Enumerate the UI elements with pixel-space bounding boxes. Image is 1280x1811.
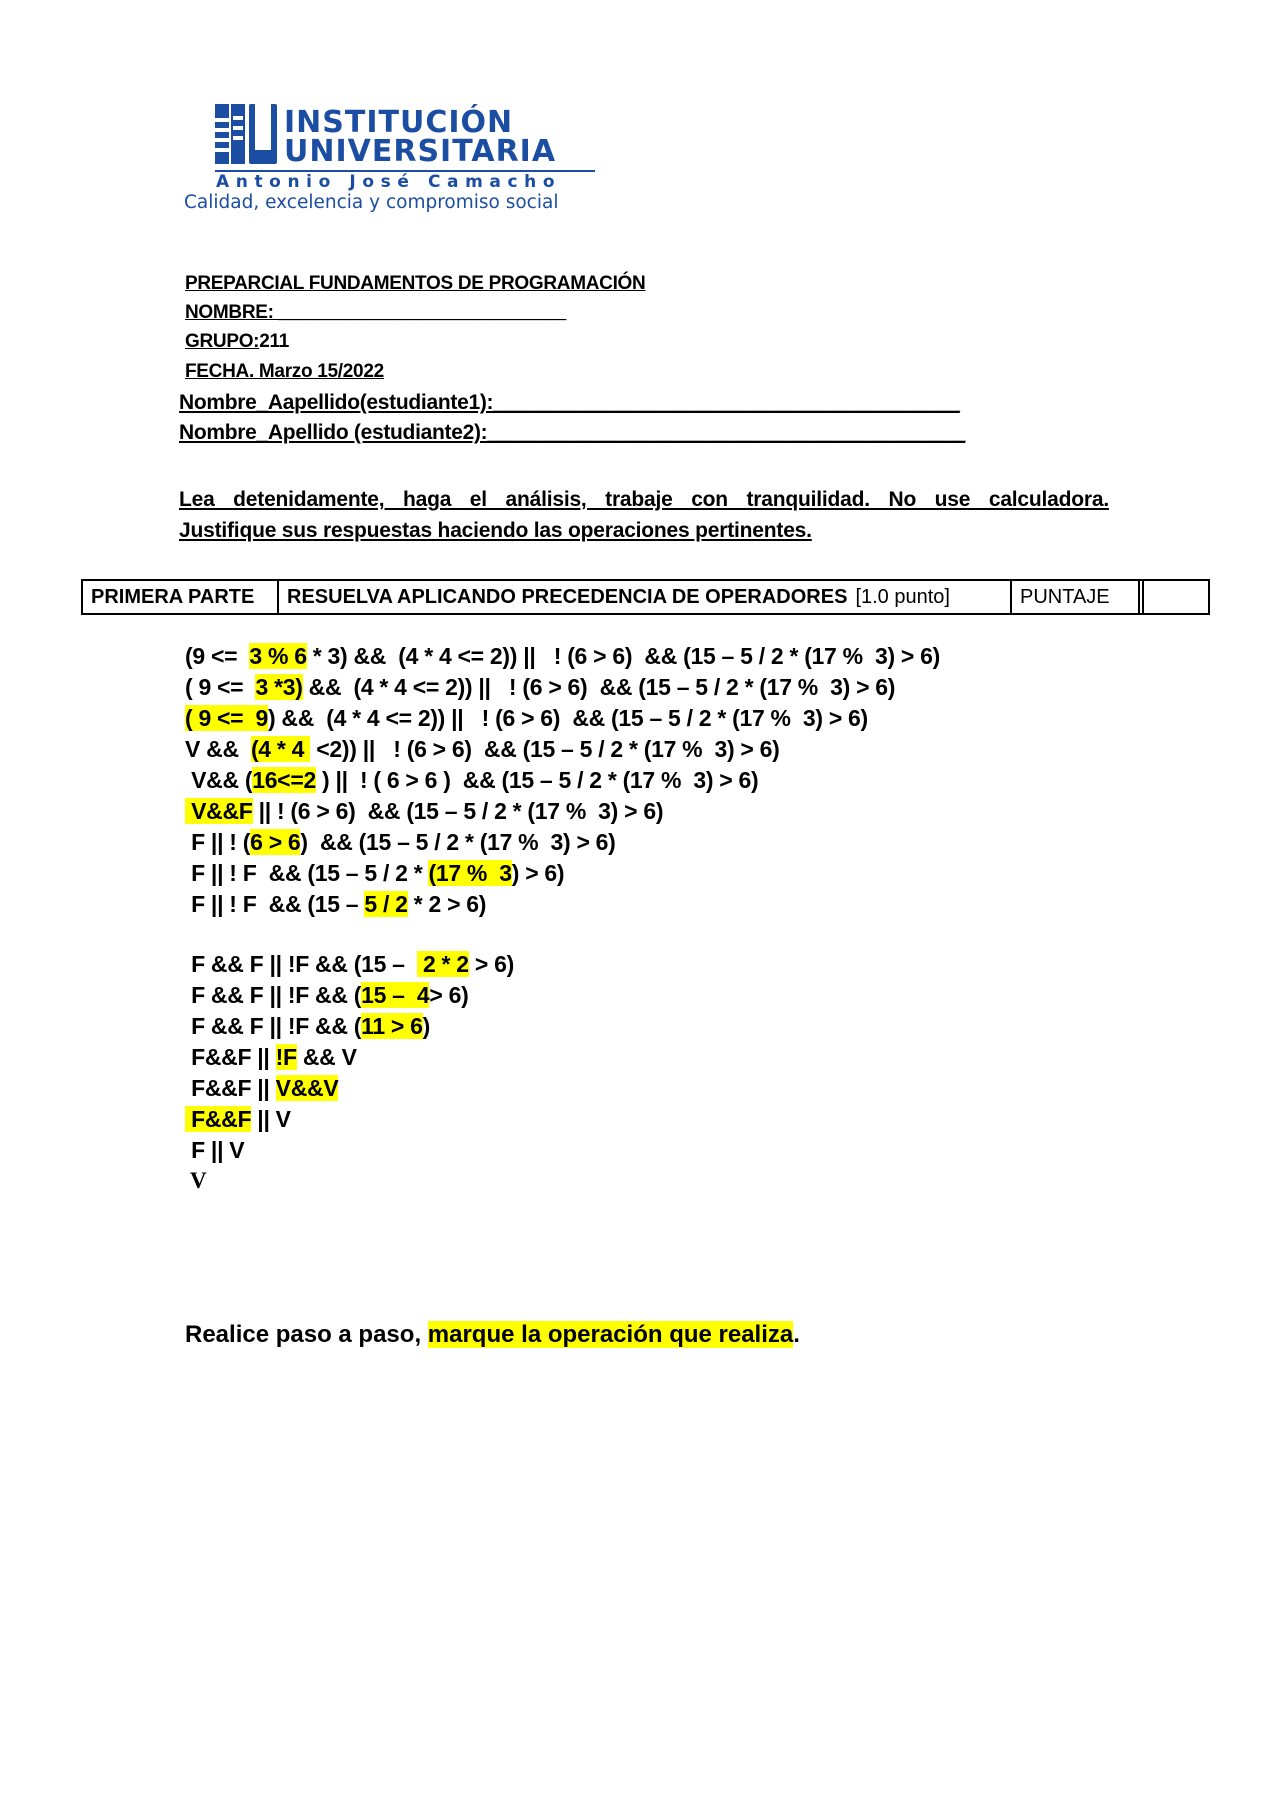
step-text: F || ! (: [185, 829, 251, 855]
highlighted-operation: 15 – 4: [361, 982, 430, 1008]
step-text: > 6): [468, 951, 514, 977]
highlighted-operation: 11 > 6: [361, 1013, 423, 1039]
step-text: V&& (: [185, 767, 253, 793]
solution-step: [185, 1135, 244, 1165]
logo-name-line3: Antonio José Camacho: [216, 172, 562, 192]
solution-step: [185, 949, 514, 979]
highlighted-operation: V&&F: [185, 798, 253, 824]
part-task-text: RESUELVA APLICANDO PRECEDENCIA DE OPERADORES: [287, 585, 848, 608]
step-text: F && F || !F && (: [185, 982, 362, 1008]
score-box[interactable]: [1142, 581, 1208, 613]
highlighted-operation: 2 * 2: [416, 951, 469, 977]
instructions-line2: Justifique sus respuestas haciendo las operaciones pertinentes.: [179, 519, 812, 542]
group-field: [185, 331, 289, 353]
step-text: && (4 * 4 <= 2)) || ! (6 > 6) && (15 – 5 / 2 * (17 % 3) > 6): [302, 674, 896, 700]
solution-step: [185, 827, 616, 857]
step-text: V &&: [185, 736, 251, 762]
highlighted-operation: 5 / 2: [364, 891, 408, 917]
instructions: [179, 484, 1109, 546]
step-text: ) || ! ( 6 > 6 ) && (15 – 5 / 2 * (17 % 3) > 6): [315, 767, 759, 793]
step-text: F || ! F && (15 – 5 / 2 *: [185, 860, 429, 886]
exam-title: PREPARCIAL FUNDAMENTOS DE PROGRAMACIÓN: [185, 273, 646, 294]
highlighted-operation: !F: [275, 1044, 297, 1070]
step-text: * 2 > 6): [407, 891, 487, 917]
step-text: ( 9 <=: [185, 674, 256, 700]
solution-step: [185, 1166, 206, 1196]
date-field: FECHA. Marzo 15/2022: [185, 361, 384, 382]
step-text: F && F || !F && (: [185, 1013, 362, 1039]
final-instruction-text: Realice paso a paso,: [185, 1321, 428, 1348]
group-value: 211: [259, 331, 289, 352]
solution-step: [185, 858, 564, 888]
student1-name-field: Nombre_Aapellido(estudiante1):_________________________________________: [179, 391, 960, 414]
step-text: && V: [296, 1044, 357, 1070]
final-instruction-end: .: [793, 1321, 800, 1348]
solution-step: [185, 796, 663, 826]
solution-step: [185, 889, 486, 919]
student-name-field: NOMBRE: ____________________________: [185, 302, 567, 323]
part-header-table: [81, 579, 1210, 615]
solution-step: [185, 672, 895, 702]
step-text: ): [422, 1013, 430, 1039]
step-text: ) && (4 * 4 <= 2)) || ! (6 > 6) && (15 – 5 / 2 * (17 % 3) > 6): [267, 705, 868, 731]
step-text: || ! (6 > 6) && (15 – 5 / 2 * (17 % 3) > 6): [252, 798, 664, 824]
highlighted-operation: 6 > 6: [250, 829, 301, 855]
solution-step: [185, 980, 468, 1010]
part-points: [1.0 punto]: [855, 585, 950, 608]
step-text: F&&F ||: [185, 1075, 276, 1101]
step-text: F&&F ||: [185, 1044, 276, 1070]
step-text: * 3) && (4 * 4 <= 2)) || ! (6 > 6) && (15 – 5 / 2 * (17 % 3) > 6): [306, 643, 940, 669]
part-task: [279, 581, 1012, 613]
solution-step: [185, 1042, 357, 1072]
step-text: ) && (15 – 5 / 2 * (17 % 3) > 6): [300, 829, 616, 855]
highlighted-operation: 3 % 6: [249, 643, 307, 669]
step-text: || V: [251, 1106, 291, 1132]
final-instruction: [185, 1321, 800, 1349]
highlighted-operation: (17 % 3: [428, 860, 512, 886]
logo-name-line2: UNIVERSITARIA: [284, 134, 557, 169]
highlighted-operation: 16<=2: [252, 767, 316, 793]
step-text: ) > 6): [511, 860, 565, 886]
solution-step: [185, 1104, 291, 1134]
solution-step: [185, 734, 780, 764]
instructions-line1: Lea detenidamente, haga el análisis, trabaje con tranquilidad. No use calculadora.: [179, 488, 1109, 511]
student2-name-field: Nombre_Apellido (estudiante2):__________________________________________: [179, 421, 966, 444]
logo-tagline: Calidad, excelencia y compromiso social: [184, 192, 559, 213]
institution-logo-icon: [215, 104, 277, 164]
step-text: > 6): [429, 982, 469, 1008]
highlighted-operation: (4 * 4: [250, 736, 311, 762]
step-text: F && F || !F && (15 –: [185, 951, 417, 977]
highlighted-operation: ( 9 <= 9: [185, 705, 268, 731]
step-text: <2)) || ! (6 > 6) && (15 – 5 / 2 * (17 % 3) > 6): [310, 736, 780, 762]
logo-name-line1: INSTITUCIÓN: [284, 105, 514, 140]
solution-step: [185, 765, 758, 795]
highlighted-operation: 3 *3): [255, 674, 303, 700]
solution-step: [185, 1011, 430, 1041]
score-label: PUNTAJE: [1012, 581, 1140, 613]
solution-step: [185, 703, 868, 733]
step-text: (9 <=: [185, 643, 250, 669]
part-label: PRIMERA PARTE: [83, 581, 279, 613]
group-label: GRUPO:: [185, 331, 260, 352]
step-text: F || V: [185, 1137, 245, 1163]
solution-step: [185, 1073, 338, 1103]
final-instruction-highlight: marque la operación que realiza: [427, 1321, 794, 1348]
highlighted-operation: F&&F: [185, 1106, 252, 1132]
institution-logo: [182, 104, 626, 214]
highlighted-operation: V&&V: [275, 1075, 339, 1101]
step-text: F || ! F && (15 –: [185, 891, 365, 917]
solution-step: [185, 641, 940, 671]
step-text: V: [185, 1168, 207, 1193]
